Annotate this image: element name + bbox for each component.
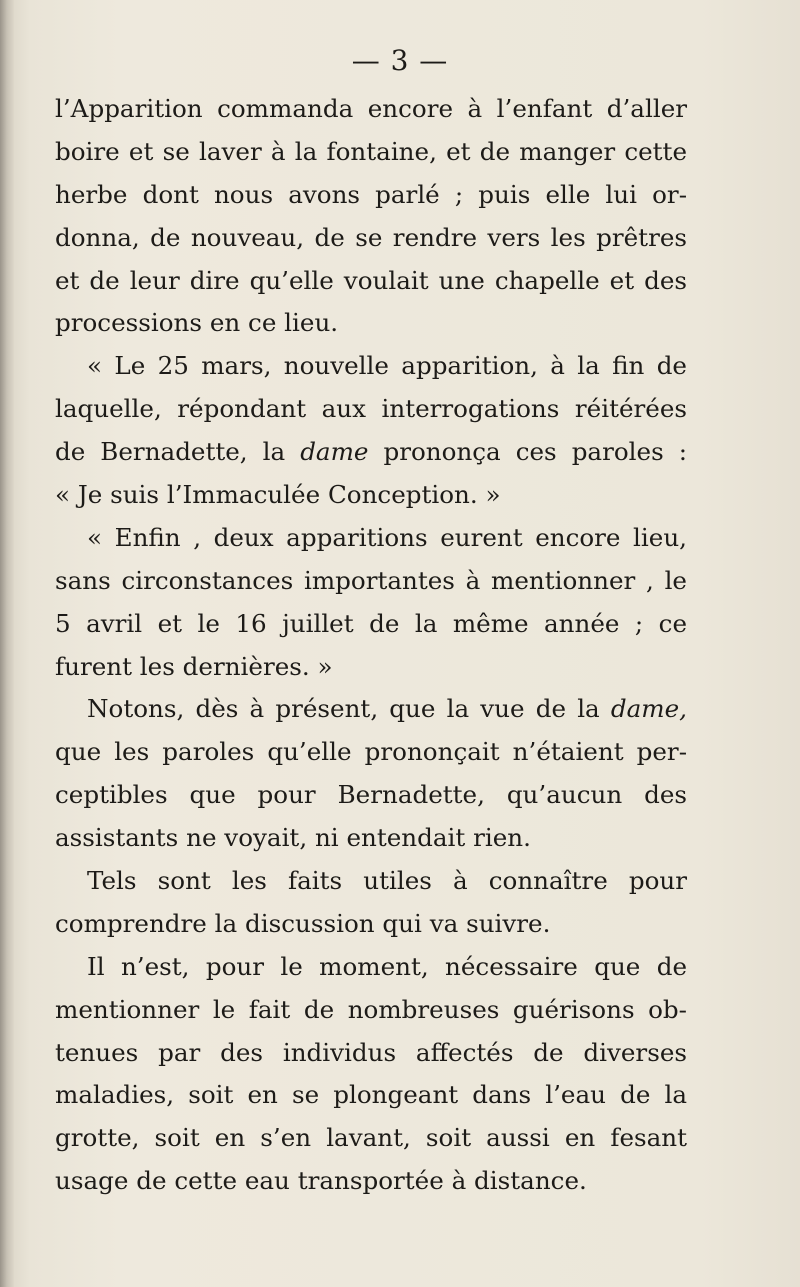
text-line <box>55 688 687 731</box>
text-line: Tels sont les faits utiles à connaître pour <box>87 866 687 896</box>
text-line: herbe dont nous avons parlé ; puis elle lui or- <box>55 179 687 209</box>
text-line: processions en ce lieu. <box>55 308 339 338</box>
text-line: laquelle, répondant aux interrogations réitérées <box>55 394 687 424</box>
text-fragment: Notons, dès à présent, que la vue de la <box>87 694 611 724</box>
text-line: tenues par des individus affectés de diverses <box>55 1037 687 1067</box>
text-line: « Le 25 mars, nouvelle apparition, à la fin de <box>87 351 687 381</box>
text-line: boire et se laver à la fontaine, et de manger cette <box>55 136 687 166</box>
text-line: donna, de nouveau, de se rendre vers les prêtres <box>55 222 687 252</box>
text-line: Il n’est, pour le moment, nécessaire que de <box>87 951 687 981</box>
text-line: comprendre la discussion qui va suivre. <box>55 908 551 938</box>
italic-word: dame <box>300 437 369 467</box>
text-line: l’Apparition commanda encore à l’enfant d’aller <box>55 94 687 123</box>
text-line: assistants ne voyait, ni entendait rien. <box>55 823 531 853</box>
text-fragment: prononça ces paroles : <box>368 437 687 467</box>
text-line: « Je suis l’Immaculée Conception. » <box>55 480 501 510</box>
text-line: ceptibles que pour Bernadette, qu’aucun des <box>55 780 687 810</box>
text-line <box>55 431 687 474</box>
text-line: sans circonstances importantes à mentionner , le <box>55 565 687 595</box>
text-line: maladies, soit en se plongeant dans l’eau de la <box>55 1080 687 1110</box>
text-line: furent les dernières. » <box>55 651 333 681</box>
text-line: que les paroles qu’elle prononçait n’étaient per- <box>55 737 687 767</box>
text-line: et de leur dire qu’elle voulait une chapelle et des <box>55 265 687 295</box>
text-line: « Enfin , deux apparitions eurent encore lieu, <box>87 522 687 552</box>
text-line: 5 avril et le 16 juillet de la même année ; ce <box>55 608 687 638</box>
text-line: grotte, soit en s’en lavant, soit aussi en fesant <box>55 1123 687 1153</box>
text-line: mentionner le fait de nombreuses guérisons ob- <box>55 994 687 1024</box>
text-line: usage de cette eau transportée à distance. <box>55 1166 587 1196</box>
binding-edge <box>0 0 14 1287</box>
page-number: — 3 — <box>351 44 449 77</box>
body-text <box>55 88 687 1203</box>
text-fragment: de Bernadette, la <box>55 437 301 467</box>
italic-word: dame, <box>610 694 687 724</box>
